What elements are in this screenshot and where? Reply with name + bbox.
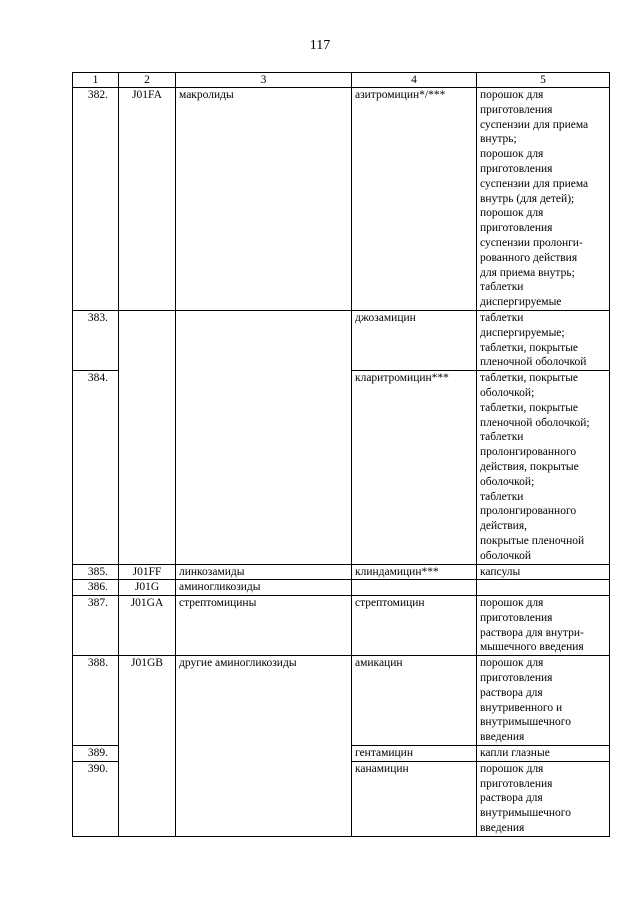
form-line: внутрь; [480,133,517,146]
group-name: макролиды [176,88,352,311]
form-line: таблетки [480,281,524,294]
drug-name: кларитромицин*** [352,371,477,564]
form-line: введения [480,731,525,744]
form-line: приготовления [480,103,553,116]
group-name [176,310,352,564]
dosage-forms [477,310,610,370]
table-row [73,656,610,746]
row-number: 389. [73,746,119,762]
form-line: действия, покрытые [480,460,579,473]
drug-name: амикацин [352,656,477,746]
drug-name: канамицин [352,761,477,836]
form-line: таблетки [480,311,524,324]
form-line: приготовления [480,162,553,175]
form-line: суспензии для приема [480,177,589,190]
form-line: таблетки [480,431,524,444]
form-line: приготовления [480,672,553,685]
form-line: внутримышечного [480,807,571,820]
drug-name: азитромицин*/*** [352,88,477,311]
form-line: пролонгированного [480,446,577,459]
row-number: 384. [73,371,119,564]
form-line: для приема внутрь; [480,266,575,279]
form-line: внутривенного и [480,701,563,714]
header-row [73,73,610,88]
form-line: действия, [480,520,527,533]
drug-name: клиндамицин*** [352,564,477,580]
form-line: таблетки, покрытые [480,372,579,385]
atc-code: J01FA [119,88,176,311]
form-line: суспензии пролонги- [480,236,583,249]
form-line: внутрь (для детей); [480,192,575,205]
form-line: оболочкой; [480,475,535,488]
form-line: приготовления [480,777,553,790]
form-line: порошок для [480,148,544,161]
page-number: 117 [309,38,331,53]
dosage-forms [477,371,610,564]
dosage-forms [477,761,610,836]
form-line: покрытые пленочной [480,534,585,547]
form-line: раствора для [480,686,543,699]
header-col-2: 2 [119,73,176,88]
header-col-3: 3 [176,73,352,88]
row-number: 390. [73,761,119,836]
drug-name: джозамицин [352,310,477,370]
atc-code: J01GB [119,656,176,837]
atc-code: J01G [119,580,176,596]
form-line: порошок для [480,89,544,101]
atc-code [119,310,176,564]
row-number: 383. [73,310,119,370]
form-line: введения [480,822,525,835]
group-name: другие аминогликозиды [176,656,352,837]
header-col-1: 1 [73,73,119,88]
form-line: мышечного введения [480,641,584,654]
form-line: внутримышечного [480,716,571,729]
drug-name [352,580,477,596]
table-row [73,310,610,370]
form-line: капсулы [480,565,521,578]
dosage-forms [477,88,610,311]
form-line: пленочной оболочкой [480,356,587,369]
form-line: оболочкой; [480,386,535,399]
row-number: 382. [73,88,119,311]
atc-code: J01GA [119,596,176,656]
dosage-forms [477,746,610,762]
dosage-forms [477,564,610,580]
form-line: раствора для [480,792,543,805]
dosage-forms [477,596,610,656]
drug-table [72,72,610,837]
header-col-4: 4 [352,73,477,88]
group-name: аминогликозиды [176,580,352,596]
group-name: линкозамиды [176,564,352,580]
form-line: таблетки [480,490,524,503]
form-line: суспензии для приема [480,118,589,131]
form-line: диспергируемые [480,296,562,309]
form-line: порошок для [480,207,544,220]
form-line: порошок для [480,762,544,775]
row-number: 387. [73,596,119,656]
form-line: пролонгированного [480,505,577,518]
form-line: порошок для [480,597,544,610]
form-line: раствора для внутри- [480,626,584,639]
form-line: рованного действия [480,251,578,264]
table-row [73,580,610,596]
dosage-forms [477,656,610,746]
row-number: 386. [73,580,119,596]
table-row [73,564,610,580]
row-number: 388. [73,656,119,746]
drug-name: гентамицин [352,746,477,762]
form-line: таблетки, покрытые [480,401,579,414]
group-name: стрептомицины [176,596,352,656]
form-line: диспергируемые; [480,326,565,339]
drug-name: стрептомицин [352,596,477,656]
form-line: таблетки, покрытые [480,341,579,354]
form-line: оболочкой [480,549,532,562]
form-line: капли глазные [480,747,550,760]
dosage-forms [477,580,610,596]
table-row [73,88,610,311]
table-row [73,596,610,656]
form-line: пленочной оболочкой; [480,416,590,429]
header-col-5: 5 [477,73,610,88]
row-number: 385. [73,564,119,580]
atc-code: J01FF [119,564,176,580]
form-line: приготовления [480,222,553,235]
form-line: порошок для [480,657,544,670]
form-line: приготовления [480,611,553,624]
